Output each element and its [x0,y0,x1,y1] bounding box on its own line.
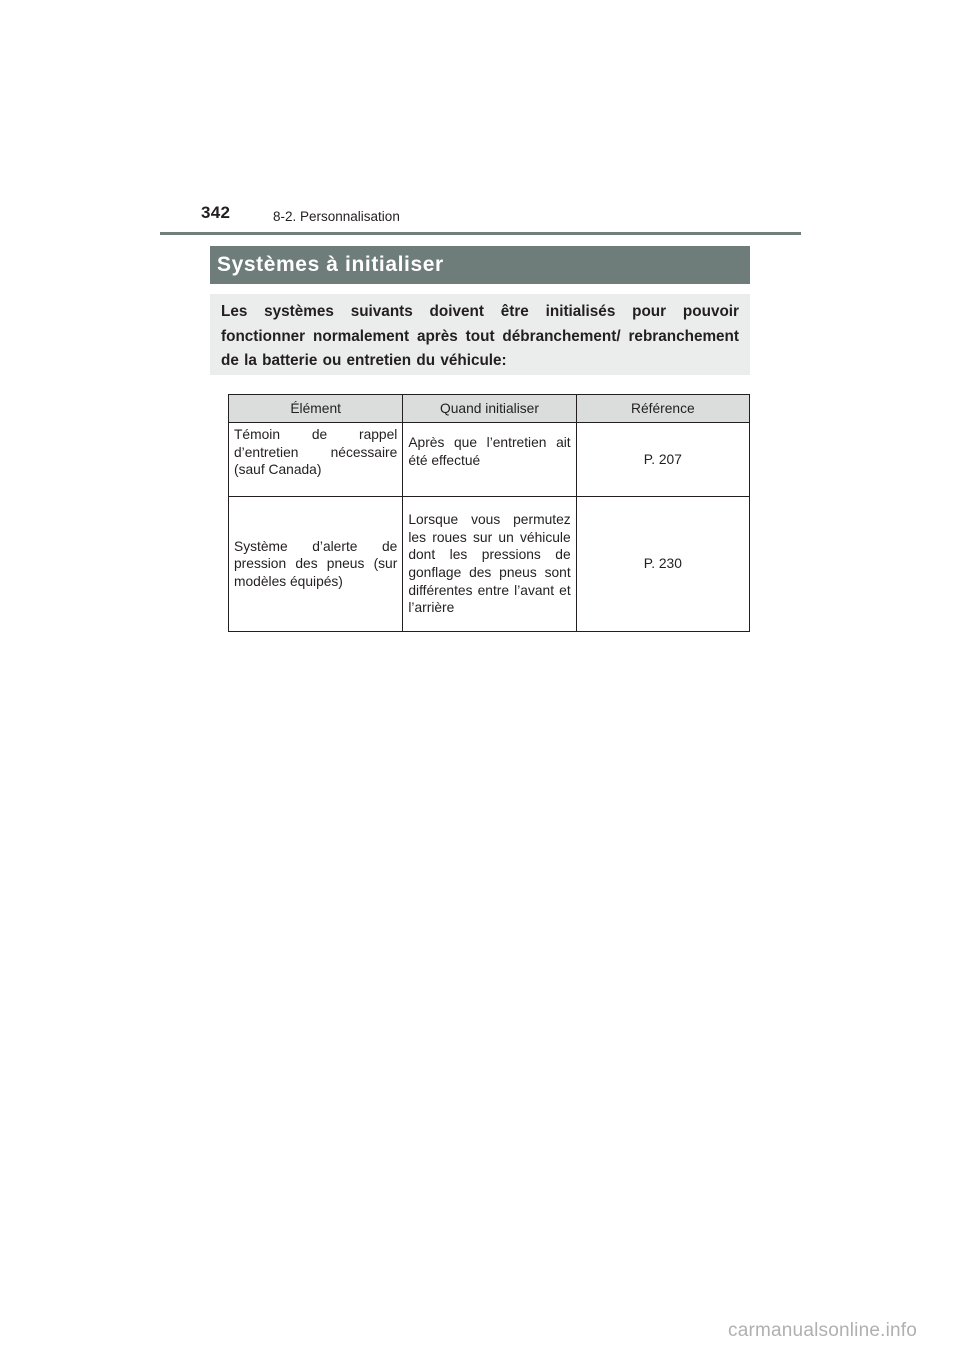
initialization-table [228,394,750,632]
header-reference: Référence [576,395,749,423]
cell-when: Après que l’entretien ait été effectué [403,423,576,497]
cell-element: Système d’alerte de pression des pneus (sur modèles équipés) [229,497,403,632]
table-row [229,423,750,497]
intro-box [210,294,750,375]
intro-text: Les systèmes suivants doivent être initialisés pour pouvoir fonctionner normalement après tout débranchement/ rebranchement de la batterie ou entretien du véhicule: [221,303,739,369]
header-divider [160,232,801,235]
section-title-bar [210,246,750,284]
cell-when: Lorsque vous permutez les roues sur un véhicule dont les pressions de gonflage des pneus sont différentes entre l’avant et l’arrière [403,497,576,632]
watermark: carmanualsonline.info [728,1320,918,1341]
table-header-row [229,395,750,423]
header-element: Élément [229,395,403,423]
cell-reference: P. 207 [576,423,749,497]
table-row [229,497,750,632]
cell-reference: P. 230 [576,497,749,632]
section-label: 8-2. Personnalisation [273,209,400,224]
cell-element: Témoin de rappel d’entretien nécessaire (sauf Canada) [229,423,403,497]
section-title: Systèmes à initialiser [217,253,444,276]
header-when: Quand initialiser [403,395,576,423]
page-number: 342 [201,203,231,222]
